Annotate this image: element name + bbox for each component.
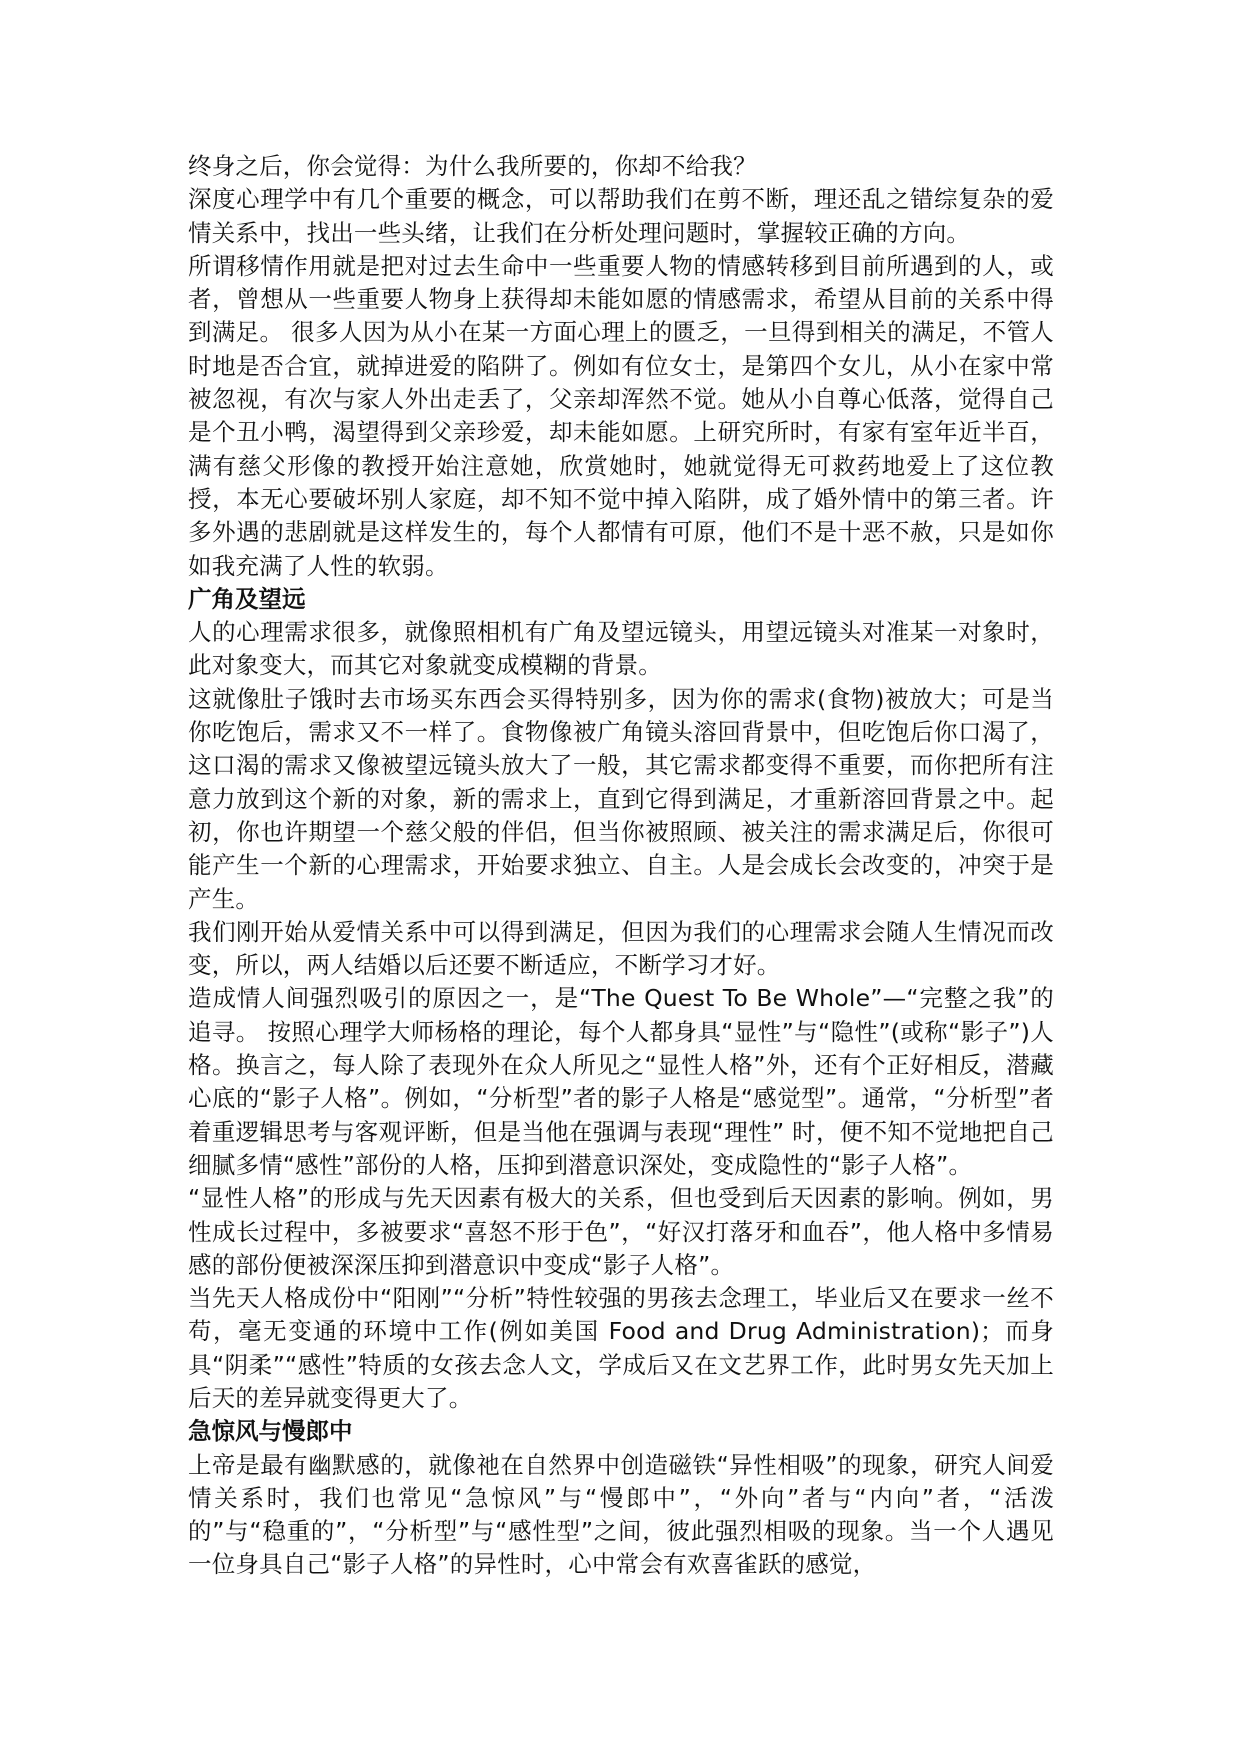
paragraph-2: 深度心理学中有几个重要的概念，可以帮助我们在剪不断，理还乱之错综复杂的爱情关系中，找出一些头绪，让我们在分析处理问题时，掌握较正确的方向。 — [188, 185, 1054, 247]
paragraph-1: 终身之后，你会觉得：为什么我所要的，你却不给我？ — [188, 152, 757, 180]
section-heading-wide-angle: 广角及望远 — [188, 584, 306, 613]
document-page — [188, 150, 1054, 1582]
paragraph-4: 人的心理需求很多，就像照相机有广角及望远镜头，用望远镜头对准某一对象时，此对象变大，而其它对象就变成模糊的背景。 — [188, 618, 1054, 680]
paragraph-7: 造成情人间强烈吸引的原因之一，是“The Quest To Be Whole”—“完整之我”的追寻。 按照心理学大师杨格的理论，每个人都身具“显性”与“隐性”(或称“影子”)人格。换言之，每人除了表现外在众人所见之“显性人格”外，还有个正好相反，潜藏心底的“影子人格”。例如，“分析型”者的影子人格是“感觉型”。通常，“分析型”者着重逻辑思考与客观评断，但是当他在强调与表现“理性” 时，便不知不觉地把自己细腻多情“感性”部份的人格，压抑到潜意识深处，变成隐性的“影子人格”。 — [188, 984, 1054, 1179]
paragraph-6: 我们刚开始从爱情关系中可以得到满足，但因为我们的心理需求会随人生情况而改变，所以，两人结婚以后还要不断适应，不断学习才好。 — [188, 917, 1054, 980]
paragraph-8: “显性人格”的形成与先天因素有极大的关系，但也受到后天因素的影响。例如，男性成长过程中，多被要求“喜怒不形于色”，“好汉打落牙和血吞”，他人格中多情易感的部份便被深深压抑到潜意识中变成“影子人格”。 — [188, 1184, 1054, 1279]
paragraph-9: 当先天人格成份中“阳刚”“分析”特性较强的男孩去念理工，毕业后又在要求一丝不苟，毫无变通的环境中工作(例如美国 Food and Drug Administration)；而身具“阴柔”“感性”特质的女孩去念人文，学成后又在文艺界工作，此时男女先天加上后天的差异就变得更大了。 — [188, 1284, 1054, 1412]
paragraph-10: 上帝是最有幽默感的，就像祂在自然界中创造磁铁“异性相吸”的现象，研究人间爱情关系时，我们也常见“急惊风”与“慢郎中”，“外向”者与“内向”者，“活泼的”与“稳重的”，“分析型”与“感性型”之间，彼此强烈相吸的现象。当一个人遇见一位身具自己“影子人格”的异性时，心中常会有欢喜雀跃的感觉， — [188, 1450, 1054, 1579]
paragraph-3: 所谓移情作用就是把对过去生命中一些重要人物的情感转移到目前所遇到的人，或者，曾想从一些重要人物身上获得却未能如愿的情感需求，希望从目前的关系中得到满足。 很多人因为从小在某一方面心理上的匮乏，一旦得到相关的满足，不管人时地是否合宜，就掉进爱的陷阱了。例如有位女士，是第四个女儿，从小在家中常被忽视，有次与家人外出走丢了，父亲却浑然不觉。她从小自尊心低落，觉得自己是个丑小鸭，渴望得到父亲珍爱，却未能如愿。上研究所时，有家有室年近半百，满有慈父形像的教授开始注意她，欣赏她时，她就觉得无可救药地爱上了这位教授，本无心要破坏别人家庭，却不知不觉中掉入陷阱，成了婚外情中的第三者。许多外遇的悲剧就是这样发生的，每个人都情有可原，他们不是十恶不赦，只是如你如我充满了人性的软弱。 — [188, 251, 1054, 580]
section-heading-fast-slow: 急惊风与慢郎中 — [188, 1417, 353, 1446]
paragraph-5: 这就像肚子饿时去市场买东西会买得特别多，因为你的需求(食物)被放大；可是当你吃饱后，需求又不一样了。食物像被广角镜头溶回背景中，但吃饱后你口渴了，这口渴的需求又像被望远镜头放大了一般，其它需求都变得不重要，而你把所有注意力放到这个新的对象，新的需求上，直到它得到满足，才重新溶回背景之中。起初，你也许期望一个慈父般的伴侣，但当你被照顾、被关注的需求满足后，你很可能产生一个新的心理需求，开始要求独立、自主。人是会成长会改变的，冲突于是产生。 — [188, 684, 1054, 913]
